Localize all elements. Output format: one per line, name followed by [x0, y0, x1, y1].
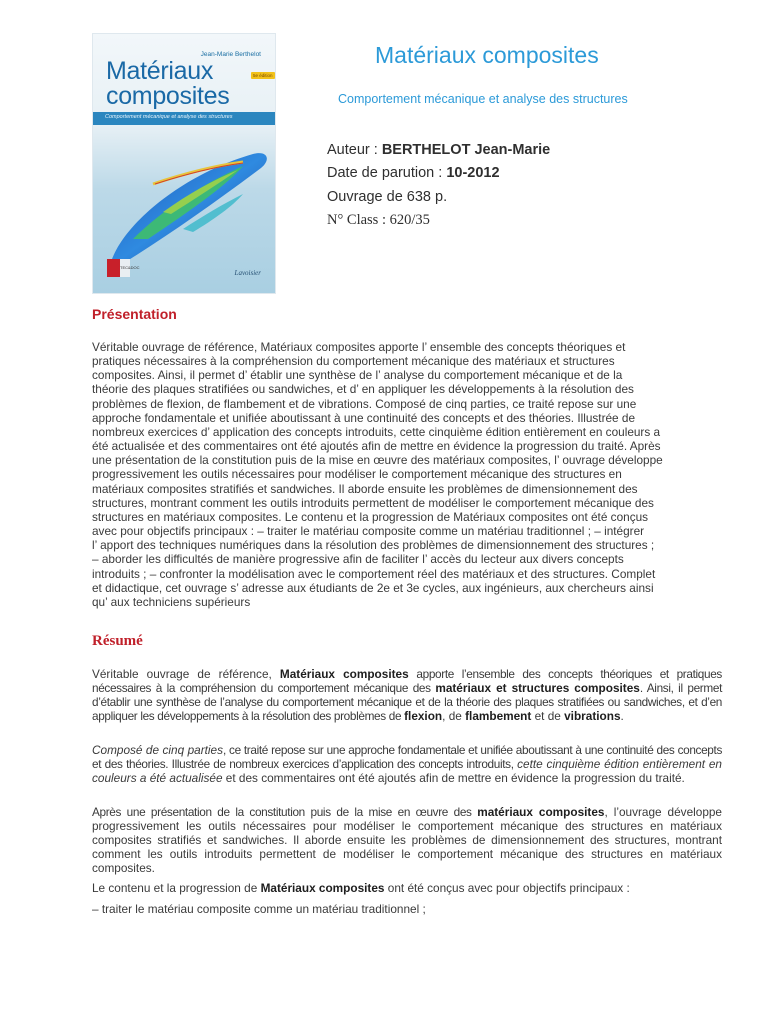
page-title: Matériaux composites: [375, 42, 599, 68]
presentation-line: nombreux exercices d’ application des concepts introduits, cette cinquième édition entièrement en couleurs a: [92, 424, 661, 439]
meta-class: N° Class : 620/35: [327, 212, 430, 228]
bold-text: flexion: [404, 709, 443, 724]
meta-date-value: 10-2012: [446, 165, 500, 181]
presentation-line: matériaux composites stratifiés et sandwiches. Il aborde ensuite les problèmes de dimensionnement des: [92, 481, 638, 496]
resume-paragraph-3: [92, 805, 722, 875]
presentation-line: une présentation de la constitution puis de la mise en œuvre des matériaux composites, l’ ouvrage développe: [92, 453, 663, 468]
presentation-heading: Présentation: [92, 306, 177, 322]
bold-text: matériaux composites: [477, 805, 605, 819]
meta-date-label: Date de parution :: [327, 165, 447, 181]
text-run: , l’ouvrage développe progressivement les outils nécessaires pour modéliser le comportement mécanique des structures en matériaux composites stratifiés et sandwiches. Il aborde ensuite les problèmes de dimensionnement des structures, montrant comment les outils introduits permettent de modéliser le comportement mécanique des structures en matériaux composites.: [92, 805, 722, 876]
resume-paragraph-5: [92, 902, 722, 916]
book-cover: [93, 34, 275, 293]
meta-pages: Ouvrage de 638 p.: [327, 189, 448, 205]
bold-text: Matériaux composites: [260, 881, 385, 895]
presentation-line: été actualisée et des commentaires ont été ajoutés afin de mettre en évidence la progression du traité. Après: [92, 439, 661, 454]
cover-title-line2: composites: [106, 82, 230, 110]
text-run: Après une présentation de la constitution puis de la mise en œuvre des: [92, 805, 478, 819]
presentation-line: introduits ; – confronter la modélisation avec le comportement réel des matériaux et des structures. Complet: [92, 566, 656, 581]
bold-text: matériaux et structures composites: [435, 681, 640, 696]
resume-paragraph-2: [92, 743, 722, 785]
presentation-line: progressivement les outils nécessaires pour modéliser le comportement mécanique des structures en: [92, 467, 622, 482]
meta-date: [327, 165, 500, 181]
text-run: , ce traité repose sur une approche fondamentale et unifiée aboutissant à une continuité des concepts et des théories. Illustrée de nombreux exercices d’application des concepts introduits,: [92, 743, 722, 772]
text-run: Le contenu et la progression de: [92, 881, 261, 895]
text-run: et des commentaires ont été ajoutés afin de mettre en évidence la progression du traité.: [222, 771, 685, 786]
presentation-line: Véritable ouvrage de référence, Matériaux composites apporte l’ ensemble des concepts théoriques et: [92, 340, 626, 354]
presentation-line: théorie des plaques stratifiées ou sandwiches, et d’ en appliquer les développements à la résolution des: [92, 382, 634, 397]
presentation-line: problèmes de flexion, de flambement et de vibrations. Composé de cinq parties, ce traité repose sur une: [92, 396, 637, 411]
cover-edition-badge: 5e édition: [253, 73, 273, 78]
meta-author: [327, 142, 550, 158]
presentation-line: et didactique, cet ouvrage s’ adresse aux étudiants de 2e et 3e cycles, aux ingénieurs, aux chercheurs ainsi: [92, 580, 654, 595]
meta-author-label: Auteur :: [327, 142, 382, 158]
page-subtitle: Comportement mécanique et analyse des structures: [338, 92, 628, 106]
cover-author: Jean-Marie Berthelot: [200, 51, 261, 58]
text-run: – traiter le matériau composite comme un matériau traditionnel ;: [92, 902, 426, 916]
presentation-line: pratiques nécessaires à la compréhension du comportement mécanique des matériaux et structures: [92, 354, 615, 369]
resume-paragraph-1: [92, 667, 722, 723]
text-run: Véritable ouvrage de référence,: [92, 667, 280, 681]
publisher-logo-icon: [107, 259, 120, 277]
bold-text: vibrations: [564, 709, 621, 724]
text-run: . Ainsi, il permet d’établir une synthèse de l’analyse du comportement mécanique et de la théorie des plaques stratifiées ou sandwiches, et d’en appliquer les développements à la résolution des problèmes de: [92, 681, 723, 724]
cover-title-line1: Matériaux: [106, 57, 214, 85]
bold-text: Matériaux composites: [279, 667, 409, 681]
presentation-line: structures, montrant comment les outils introduits permettent de modéliser le comportement mécanique des: [92, 495, 654, 510]
italic-text: Composé de cinq parties: [92, 743, 223, 757]
text-run: .: [620, 709, 624, 724]
presentation-line: structures en matériaux composites. Le contenu et la progression de Matériaux composites ont été conçus: [92, 509, 649, 524]
text-run: ont été conçus avec pour objectifs principaux :: [384, 881, 630, 895]
text-run: apporte l’ensemble des concepts théoriques et pratiques nécessaires à la compréhension du comportement mécanique des: [92, 667, 722, 696]
resume-heading: Résumé: [92, 633, 143, 649]
presentation-line: l’ apport des techniques numériques dans la résolution des problèmes de dimensionnement des structures ;: [92, 538, 655, 553]
text-run: , de: [442, 709, 466, 724]
cover-subtitle: Comportement mécanique et analyse des structures: [105, 114, 233, 120]
resume-paragraph-4: [92, 881, 722, 895]
presentation-line: avec pour objectifs principaux : – traiter le matériau composite comme un matériau traditionnel ; – intégrer: [92, 524, 645, 539]
publisher-logo-text: TEC&DOC: [120, 259, 130, 277]
presentation-text: [92, 340, 722, 609]
bold-text: flambement: [465, 709, 532, 724]
meta-author-value: BERTHELOT Jean-Marie: [381, 142, 551, 158]
presentation-line: approche fondamentale et unifiée aboutissant à une continuité des concepts et des théories. Illustrée de: [92, 410, 636, 425]
cover-publisher: Lavoisier: [234, 269, 261, 277]
presentation-line: – aborder les difficultés de manière progressive afin de faciliter l’ accès du lecteur aux divers concepts: [92, 552, 624, 567]
presentation-line: qu’ aux techniciens supérieurs: [92, 594, 251, 609]
presentation-line: composites. Ainsi, il permet d’ établir une synthèse de l’ analyse du comportement mécanique et de la: [92, 368, 623, 383]
italic-text: cette cinquième édition entièrement en couleurs a été actualisée: [92, 757, 722, 786]
text-run: et de: [531, 709, 565, 724]
